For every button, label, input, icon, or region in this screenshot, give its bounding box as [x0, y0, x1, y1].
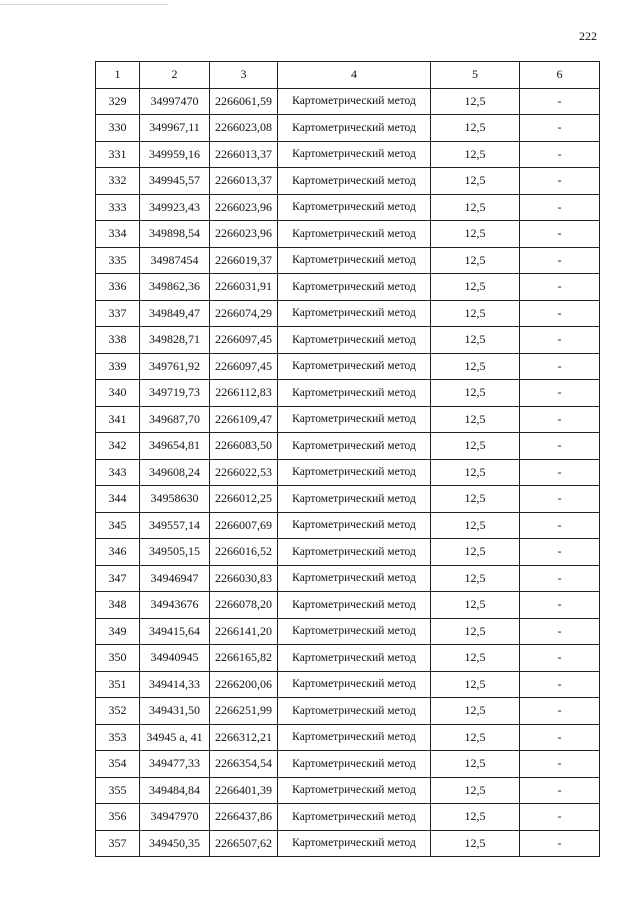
table-row: [96, 406, 600, 433]
table-row: [96, 433, 600, 460]
cell-note: -: [520, 512, 600, 539]
cell-accuracy: 12,5: [431, 459, 520, 486]
cell-accuracy: 12,5: [431, 486, 520, 513]
top-edge-rule: [0, 4, 168, 5]
cell-y-coordinate: 2266019,37: [210, 247, 278, 274]
cell-accuracy: 12,5: [431, 645, 520, 672]
cell-note: -: [520, 221, 600, 248]
table-row: [96, 115, 600, 142]
table-row: [96, 777, 600, 804]
cell-y-coordinate: 2266109,47: [210, 406, 278, 433]
cell-x-coordinate: 349687,70: [140, 406, 210, 433]
table-row: [96, 380, 600, 407]
table-body: [96, 62, 600, 857]
cell-point-number: 331: [96, 141, 140, 168]
cell-y-coordinate: 2266031,91: [210, 274, 278, 301]
header-cell-2: 2: [140, 62, 210, 89]
cell-x-coordinate: 34987454: [140, 247, 210, 274]
cell-note: -: [520, 804, 600, 831]
table-row: [96, 592, 600, 619]
cell-note: -: [520, 141, 600, 168]
cell-x-coordinate: 349828,71: [140, 327, 210, 354]
cell-method: Картометрический метод: [278, 645, 431, 672]
cell-note: -: [520, 751, 600, 778]
cell-note: -: [520, 645, 600, 672]
cell-accuracy: 12,5: [431, 804, 520, 831]
cell-accuracy: 12,5: [431, 433, 520, 460]
cell-accuracy: 12,5: [431, 115, 520, 142]
cell-y-coordinate: 2266097,45: [210, 327, 278, 354]
cell-x-coordinate: 34945 а, 41: [140, 724, 210, 751]
cell-point-number: 350: [96, 645, 140, 672]
table-row: [96, 486, 600, 513]
cell-y-coordinate: 2266016,52: [210, 539, 278, 566]
cell-x-coordinate: 349967,11: [140, 115, 210, 142]
cell-x-coordinate: 34946947: [140, 565, 210, 592]
cell-x-coordinate: 34943676: [140, 592, 210, 619]
cell-method: Картометрический метод: [278, 221, 431, 248]
cell-x-coordinate: 349414,33: [140, 671, 210, 698]
cell-x-coordinate: 349608,24: [140, 459, 210, 486]
cell-y-coordinate: 2266023,96: [210, 221, 278, 248]
cell-x-coordinate: 34947970: [140, 804, 210, 831]
cell-y-coordinate: 2266074,29: [210, 300, 278, 327]
cell-point-number: 345: [96, 512, 140, 539]
cell-y-coordinate: 2266030,83: [210, 565, 278, 592]
cell-x-coordinate: 349849,47: [140, 300, 210, 327]
cell-y-coordinate: 2266097,45: [210, 353, 278, 380]
cell-method: Картометрический метод: [278, 724, 431, 751]
header-cell-6: 6: [520, 62, 600, 89]
cell-accuracy: 12,5: [431, 300, 520, 327]
cell-note: -: [520, 777, 600, 804]
cell-point-number: 334: [96, 221, 140, 248]
cell-point-number: 354: [96, 751, 140, 778]
cell-x-coordinate: 349945,57: [140, 168, 210, 195]
cell-point-number: 353: [96, 724, 140, 751]
cell-note: -: [520, 88, 600, 115]
cell-point-number: 347: [96, 565, 140, 592]
cell-method: Картометрический метод: [278, 671, 431, 698]
cell-accuracy: 12,5: [431, 353, 520, 380]
cell-method: Картометрический метод: [278, 459, 431, 486]
table-header-row: [96, 62, 600, 89]
cell-method: Картометрический метод: [278, 406, 431, 433]
table-row: [96, 274, 600, 301]
cell-x-coordinate: 34997470: [140, 88, 210, 115]
cell-method: Картометрический метод: [278, 433, 431, 460]
cell-point-number: 341: [96, 406, 140, 433]
header-cell-5: 5: [431, 62, 520, 89]
cell-note: -: [520, 380, 600, 407]
cell-accuracy: 12,5: [431, 512, 520, 539]
cell-point-number: 355: [96, 777, 140, 804]
cell-method: Картометрический метод: [278, 804, 431, 831]
cell-note: -: [520, 433, 600, 460]
header-cell-4: 4: [278, 62, 431, 89]
cell-accuracy: 12,5: [431, 168, 520, 195]
cell-method: Картометрический метод: [278, 141, 431, 168]
cell-method: Картометрический метод: [278, 512, 431, 539]
cell-note: -: [520, 486, 600, 513]
cell-method: Картометрический метод: [278, 618, 431, 645]
cell-x-coordinate: 349450,35: [140, 830, 210, 857]
table-row: [96, 194, 600, 221]
cell-note: -: [520, 698, 600, 725]
cell-y-coordinate: 2266007,69: [210, 512, 278, 539]
cell-method: Картометрический метод: [278, 830, 431, 857]
table-row: [96, 168, 600, 195]
cell-note: -: [520, 539, 600, 566]
cell-y-coordinate: 2266251,99: [210, 698, 278, 725]
cell-point-number: 329: [96, 88, 140, 115]
cell-note: -: [520, 168, 600, 195]
cell-point-number: 351: [96, 671, 140, 698]
cell-point-number: 349: [96, 618, 140, 645]
cell-method: Картометрический метод: [278, 115, 431, 142]
cell-point-number: 333: [96, 194, 140, 221]
cell-method: Картометрический метод: [278, 194, 431, 221]
table-row: [96, 459, 600, 486]
cell-point-number: 338: [96, 327, 140, 354]
cell-note: -: [520, 194, 600, 221]
cell-accuracy: 12,5: [431, 830, 520, 857]
cell-note: -: [520, 459, 600, 486]
cell-x-coordinate: 349477,33: [140, 751, 210, 778]
cell-accuracy: 12,5: [431, 194, 520, 221]
cell-x-coordinate: 349415,64: [140, 618, 210, 645]
cell-method: Картометрический метод: [278, 380, 431, 407]
cell-point-number: 340: [96, 380, 140, 407]
cell-accuracy: 12,5: [431, 141, 520, 168]
cell-point-number: 332: [96, 168, 140, 195]
table-row: [96, 724, 600, 751]
cell-method: Картометрический метод: [278, 168, 431, 195]
table-row: [96, 565, 600, 592]
cell-y-coordinate: 2266078,20: [210, 592, 278, 619]
cell-x-coordinate: 349719,73: [140, 380, 210, 407]
cell-method: Картометрический метод: [278, 486, 431, 513]
header-cell-1: 1: [96, 62, 140, 89]
cell-method: Картометрический метод: [278, 274, 431, 301]
cell-accuracy: 12,5: [431, 327, 520, 354]
cell-x-coordinate: 349923,43: [140, 194, 210, 221]
cell-method: Картометрический метод: [278, 247, 431, 274]
cell-x-coordinate: 34940945: [140, 645, 210, 672]
cell-x-coordinate: 349761,92: [140, 353, 210, 380]
cell-accuracy: 12,5: [431, 406, 520, 433]
cell-method: Картометрический метод: [278, 300, 431, 327]
cell-point-number: 343: [96, 459, 140, 486]
cell-accuracy: 12,5: [431, 777, 520, 804]
cell-x-coordinate: 349505,15: [140, 539, 210, 566]
cell-x-coordinate: 349862,36: [140, 274, 210, 301]
cell-y-coordinate: 2266023,08: [210, 115, 278, 142]
table-row: [96, 512, 600, 539]
cell-method: Картометрический метод: [278, 751, 431, 778]
cell-method: Картометрический метод: [278, 592, 431, 619]
cell-point-number: 336: [96, 274, 140, 301]
cell-note: -: [520, 115, 600, 142]
cell-y-coordinate: 2266022,53: [210, 459, 278, 486]
cell-y-coordinate: 2266437,86: [210, 804, 278, 831]
cell-point-number: 356: [96, 804, 140, 831]
cell-x-coordinate: 349557,14: [140, 512, 210, 539]
cell-x-coordinate: 349654,81: [140, 433, 210, 460]
cell-x-coordinate: 34958630: [140, 486, 210, 513]
cell-point-number: 339: [96, 353, 140, 380]
cell-point-number: 337: [96, 300, 140, 327]
cell-method: Картометрический метод: [278, 353, 431, 380]
page-number: 222: [579, 29, 597, 43]
cell-accuracy: 12,5: [431, 751, 520, 778]
cell-note: -: [520, 353, 600, 380]
cell-note: -: [520, 671, 600, 698]
cell-accuracy: 12,5: [431, 274, 520, 301]
cell-note: -: [520, 300, 600, 327]
table-row: [96, 804, 600, 831]
cell-method: Картометрический метод: [278, 539, 431, 566]
cell-note: -: [520, 618, 600, 645]
cell-y-coordinate: 2266401,39: [210, 777, 278, 804]
cell-y-coordinate: 2266200,06: [210, 671, 278, 698]
cell-accuracy: 12,5: [431, 247, 520, 274]
cell-accuracy: 12,5: [431, 671, 520, 698]
table-row: [96, 221, 600, 248]
cell-accuracy: 12,5: [431, 592, 520, 619]
cell-accuracy: 12,5: [431, 618, 520, 645]
table-row: [96, 247, 600, 274]
cell-accuracy: 12,5: [431, 88, 520, 115]
table-row: [96, 327, 600, 354]
cell-x-coordinate: 349484,84: [140, 777, 210, 804]
cell-method: Картометрический метод: [278, 88, 431, 115]
cell-point-number: 330: [96, 115, 140, 142]
cell-y-coordinate: 2266165,82: [210, 645, 278, 672]
cell-point-number: 357: [96, 830, 140, 857]
table-row: [96, 618, 600, 645]
cell-point-number: 344: [96, 486, 140, 513]
cell-accuracy: 12,5: [431, 698, 520, 725]
cell-y-coordinate: 2266023,96: [210, 194, 278, 221]
cell-y-coordinate: 2266354,54: [210, 751, 278, 778]
cell-y-coordinate: 2266312,21: [210, 724, 278, 751]
cell-y-coordinate: 2266112,83: [210, 380, 278, 407]
cell-x-coordinate: 349959,16: [140, 141, 210, 168]
cell-method: Картометрический метод: [278, 565, 431, 592]
table-row: [96, 88, 600, 115]
cell-point-number: 335: [96, 247, 140, 274]
cell-y-coordinate: 2266061,59: [210, 88, 278, 115]
cell-note: -: [520, 247, 600, 274]
cell-y-coordinate: 2266083,50: [210, 433, 278, 460]
cell-point-number: 342: [96, 433, 140, 460]
cell-y-coordinate: 2266012,25: [210, 486, 278, 513]
cell-y-coordinate: 2266141,20: [210, 618, 278, 645]
table-row: [96, 698, 600, 725]
cell-y-coordinate: 2266013,37: [210, 168, 278, 195]
cell-y-coordinate: 2266013,37: [210, 141, 278, 168]
cell-method: Картометрический метод: [278, 777, 431, 804]
table-row: [96, 141, 600, 168]
cell-point-number: 348: [96, 592, 140, 619]
table-row: [96, 645, 600, 672]
cell-method: Картометрический метод: [278, 698, 431, 725]
cell-accuracy: 12,5: [431, 565, 520, 592]
header-cell-3: 3: [210, 62, 278, 89]
table-row: [96, 671, 600, 698]
cell-note: -: [520, 830, 600, 857]
table-row: [96, 830, 600, 857]
cell-x-coordinate: 349898,54: [140, 221, 210, 248]
cell-note: -: [520, 406, 600, 433]
cell-note: -: [520, 565, 600, 592]
cell-note: -: [520, 327, 600, 354]
cell-x-coordinate: 349431,50: [140, 698, 210, 725]
cell-note: -: [520, 274, 600, 301]
table-row: [96, 539, 600, 566]
cell-y-coordinate: 2266507,62: [210, 830, 278, 857]
table-row: [96, 751, 600, 778]
coordinates-table: [95, 61, 600, 857]
cell-point-number: 346: [96, 539, 140, 566]
cell-note: -: [520, 592, 600, 619]
cell-accuracy: 12,5: [431, 221, 520, 248]
cell-accuracy: 12,5: [431, 724, 520, 751]
cell-note: -: [520, 724, 600, 751]
table-row: [96, 300, 600, 327]
cell-method: Картометрический метод: [278, 327, 431, 354]
cell-accuracy: 12,5: [431, 380, 520, 407]
table-row: [96, 353, 600, 380]
cell-point-number: 352: [96, 698, 140, 725]
cell-accuracy: 12,5: [431, 539, 520, 566]
